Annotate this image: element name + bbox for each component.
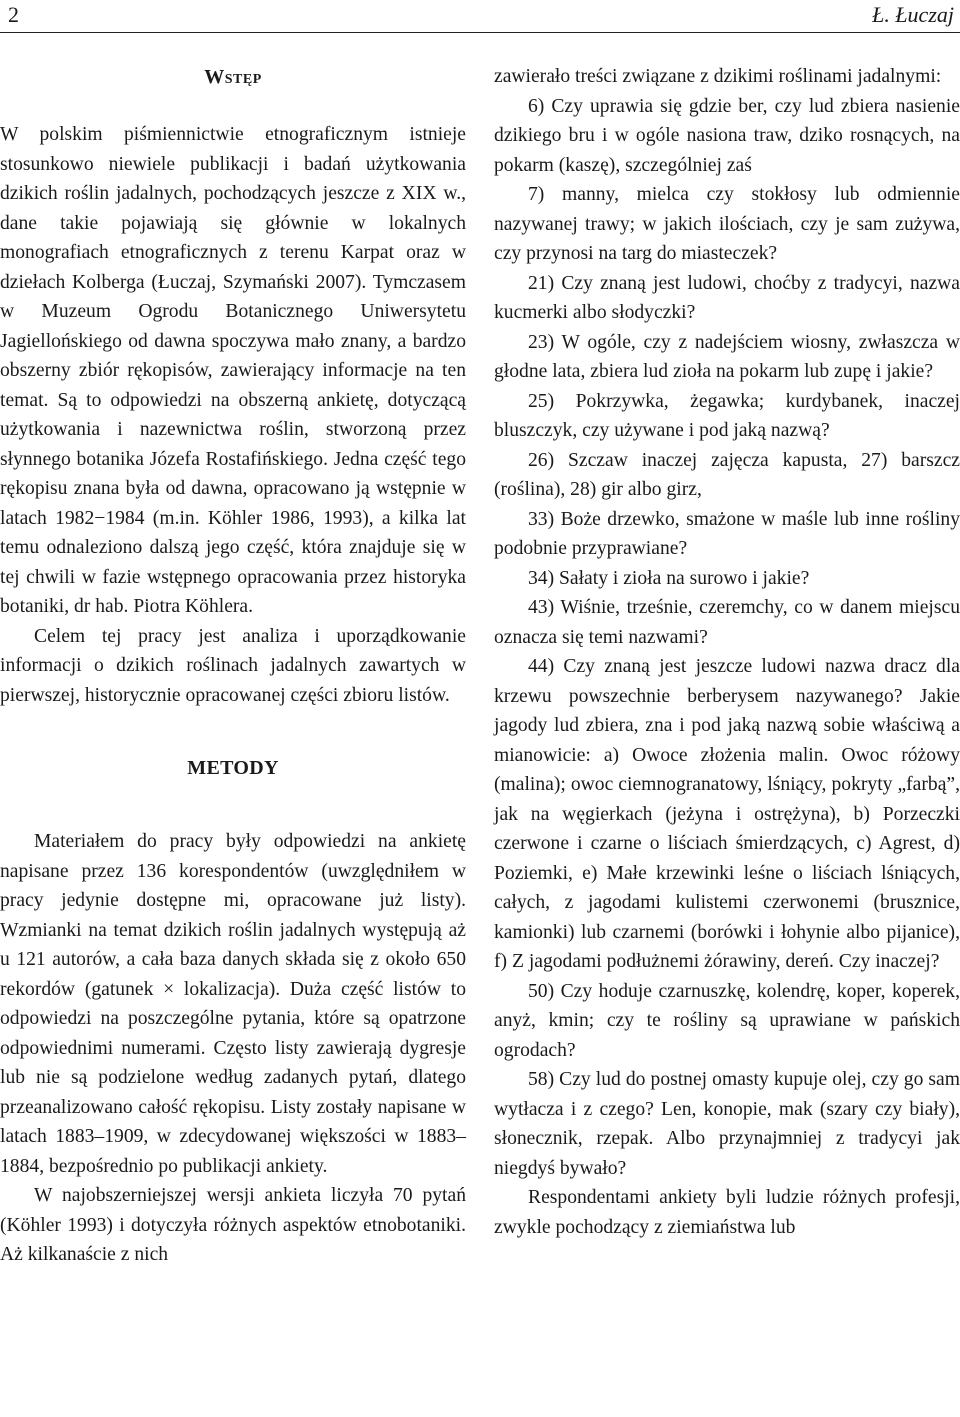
question-44: 44) Czy znaną jest jeszcze ludowi nazwa dracz dla krzewu powszechnie berberysem nazywanego? Jakie jagody lud zbiera, zna i pod jaką nazwą sobie właściwą a mianowicie: a) Owoce złożenia malin. Owoc różowy (malina); owoc ciemnogranatowy, lśniący, pokryty „farbą”, jak na węgierkach (jeżyna i ostrężyna), b) Porzeczki czerwone i czarne o liściach śmierdzących, c) Agrest, d) Poziemki, e) Małe krzewinki leśne o liściach lśniących, całych, z jagodami kulistemi czerwonemi (brusznice, kamionki) lub czarnemi (borówki i łohynie albo pijanice), f) Z jagodami podłużnemi żórawiny, dereń. Czy inaczej? — [494, 656, 960, 972]
question-50: 50) Czy hoduje czarnuszkę, kolendrę, koper, koperek, anyż, kmin; czy te rośliny są uprawiane w pańskich ogrodach? — [494, 980, 960, 1061]
question-6: 6) Czy uprawia się gdzie ber, czy lud zbiera nasienie dzikiego bru i w ogóle nasiona traw, dziko rosnących, na pokarm (kaszę), szczególniej zaś — [494, 95, 960, 176]
question-43: 43) Wiśnie, trześnie, czeremchy, co w danem miejscu oznacza się temi nazwami? — [494, 597, 960, 648]
paragraph-methods-1: Materiałem do pracy były odpowiedzi na ankietę napisane przez 136 korespondentów (uwzględniłem w pracy jedynie dostępne mi, opracowane już listy). Wzmianki na temat dzikich roślin jadalnych występują aż u 121 autorów, a cała baza danych składa się z około 650 rekordów (gatunek × lokalizacja). Duża część listów to odpowiedzi na poszczególne pytania, które są opatrzone odpowiednimi numerami. Często listy zawierają dygresje lub nie są podzielone według zadanych pytań, dlatego przeanalizowano całość rękopisu. Listy zostały napisane w latach 1883–1909, w zdecydowanej większości w 1883–1884, bezpośrednio po publikacji ankiety. — [0, 831, 466, 1177]
question-7: 7) manny, mielca czy stokłosy lub odmiennie nazywanej trawy; w jakich ilościach, czy je sam zużywa, czy przynosi na targ do miasteczek? — [494, 184, 960, 264]
paragraph-methods-2: W najobszerniejszej wersji ankieta liczyła 70 pytań (Köhler 1993) i dotyczyła różnych aspektów etnobotaniki. Aż kilkanaście z nich — [0, 1185, 466, 1265]
section-heading-methods: METODY — [187, 757, 279, 779]
running-head: Ł. Łuczaj — [872, 2, 954, 27]
header-rule — [0, 32, 960, 33]
page-number: 2 — [8, 2, 19, 27]
left-column — [0, 62, 466, 1270]
paragraph-continuation: zawierało treści związane z dzikimi roślinami jadalnymi: — [494, 66, 942, 87]
question-33: 33) Boże drzewko, smażone w maśle lub inne rośliny podobnie przyprawiane? — [494, 508, 960, 559]
question-23: 23) W ogóle, czy z nadejściem wiosny, zwłaszcza w głodne lata, zbiera lud zioła na pokarm lub zupę i jakie? — [494, 331, 960, 382]
question-34: 34) Sałaty i zioła na surowo i jakie? — [528, 567, 810, 589]
paragraph-intro-2: Celem tej pracy jest analiza i uporządkowanie informacji o dzikich roślinach jadalnych zawartych w pierwszej, historycznie opracowanej części zbioru listów. — [0, 625, 466, 706]
question-21: 21) Czy znaną jest ludowi, choćby z tradycyi, nazwa kucmerki albo słodyczki? — [494, 272, 960, 323]
question-25: 25) Pokrzywka, żegawka; kurdybanek, inaczej bluszczyk, czy używane i pod jaką nazwą? — [494, 390, 960, 441]
right-column — [494, 62, 960, 1242]
paragraph-respondents: Respondentami ankiety byli ludzie różnych profesji, zwykle pochodzący z ziemiaństwa lub — [494, 1187, 960, 1238]
paragraph-intro-1: W polskim piśmiennictwie etnograficznym istnieje stosunkowo niewiele publikacji i badań użytkowania dzikich roślin jadalnych, pochodzących jeszcze z XIX w., dane takie pojawiają się głównie w lokalnych monografiach etnograficznych z terenu Karpat oraz w dziełach Kolberga (Łuczaj, Szymański 2007). Tymczasem w Muzeum Ogrodu Botanicznego Uniwersytetu Jagiellońskiego od dawna spoczywa mało znany, a bardzo obszerny zbiór rękopisów, zawierający informacje na ten temat. Są to odpowiedzi na obszerną ankietę, dotyczącą użytkowania i nazewnictwa roślin, stworzoną przez słynnego botanika Józefa Rostafińskiego. Jedna część tego rękopisu znana była od dawna, opracowano ją wstępnie w latach 1982−1984 (m.in. Köhler 1986, 1993), a kilka lat temu odnaleziono dalszą jego część, która znajduje się w tej chwili w fazie wstępnego opracowania przez historyka botaniki, dr hab. Piotra Köhlera. — [0, 124, 466, 617]
section-heading-intro: Wstęp — [204, 66, 262, 88]
question-58: 58) Czy lud do postnej omasty kupuje olej, czy go sam wytłacza i z czego? Len, konopie, mak (szary czy biały), słonecznik, rzepak. Albo przynajmniej z tradycyi jak niegdyś bywało? — [494, 1069, 960, 1179]
question-26: 26) Szczaw inaczej zajęcza kapusta, 27) barszcz (roślina), 28) gir albo girz, — [494, 449, 960, 500]
page-header — [0, 0, 960, 34]
